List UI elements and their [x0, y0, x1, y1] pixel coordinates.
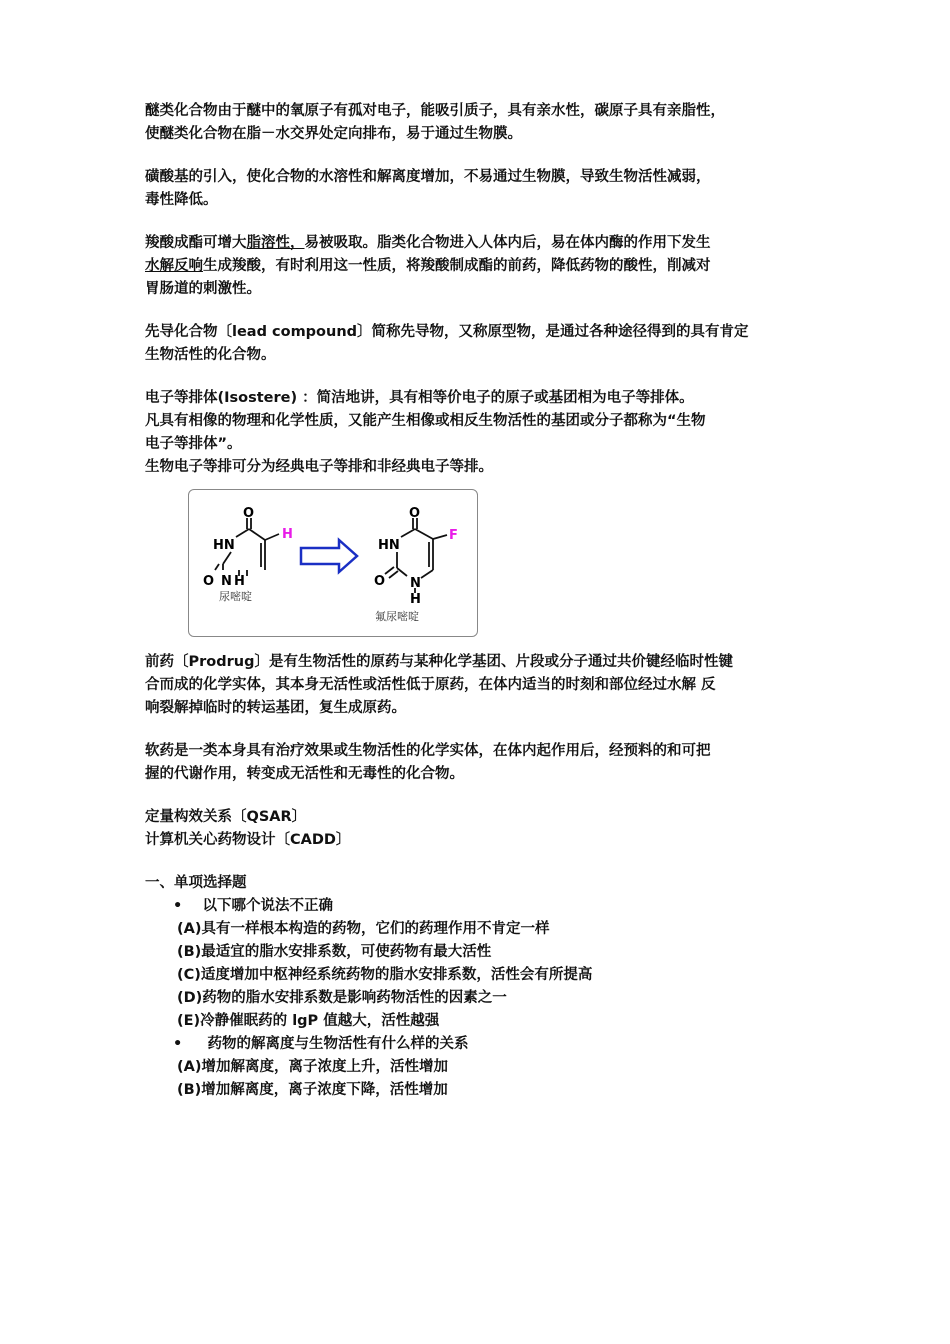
- question-2: • 药物的解离度与生物活性有什么样的关系: [173, 1036, 469, 1052]
- atom-label: HN: [378, 538, 400, 553]
- softdrug-para-line: 软药是一类本身具有治疗效果或生物活性的化学实体，在体内起作用后，经预料的和可把: [145, 743, 711, 759]
- q1-option: (A)具有一样根本构造的药物，它们的药理作用不肯定一样: [177, 921, 550, 937]
- atom-label: HN: [213, 538, 235, 553]
- atom-label: N: [410, 576, 421, 591]
- softdrug-para-line: 握的代谢作用，转变成无活性和无毒性的化合物。: [145, 766, 464, 782]
- q2-option: (A)增加解离度，离子浓度上升，活性增加: [177, 1059, 448, 1075]
- atom-label: H: [234, 574, 245, 589]
- q1-option: (C)适度增加中枢神经系统药物的脂水安排系数，活性会有所提高: [177, 967, 593, 983]
- lead-para-line: 生物活性的化合物。: [145, 347, 276, 363]
- ether-para-line: 使醚类化合物在脂－水交界处定向排布，易于通过生物膜。: [145, 126, 522, 142]
- isostere-para-line: 电子等排体”。: [145, 436, 242, 452]
- atom-label: H: [410, 592, 421, 607]
- bullet-icon: •: [173, 1036, 183, 1052]
- document-page: [145, 100, 810, 1102]
- sulfonic-para-line: 磺酸基的引入，使化合物的水溶性和解离度增加，不易通过生物膜，导致生物活性减弱，: [145, 169, 711, 185]
- hydrogen-atom-highlight: H: [282, 527, 293, 542]
- question-1: • 以下哪个说法不正确: [173, 898, 333, 914]
- isostere-para-line: 电子等排体(Isostere) ：简洁地讲，具有相等价电子的原子或基团相为电子等排体。: [145, 390, 694, 406]
- ether-para-line: 醚类化合物由于醚中的氧原子有孤对电子，能吸引质子，具有亲水性，碳原子具有亲脂性，: [145, 103, 725, 119]
- atom-label: O: [409, 506, 421, 521]
- atom-label: O: [243, 506, 255, 521]
- uracil-label: 尿嘧啶: [219, 590, 252, 603]
- qsar-line: 定量构效关系〔QSAR〕: [145, 809, 307, 825]
- underlined-term: 脂溶性，: [246, 235, 305, 251]
- atom-label: O: [374, 574, 386, 589]
- q2-option: (B)增加解离度，离子浓度下降，活性增加: [177, 1082, 448, 1098]
- atom-label: N: [221, 574, 232, 589]
- structure-diagram: [189, 490, 477, 636]
- q1-option: (E)冷静催眠药的 lgP 值越大，活性越强: [177, 1013, 440, 1029]
- isostere-para-line: 凡具有相像的物理和化学性质，又能产生相像或相反生物活性的基团或分子都称为“生物: [145, 413, 706, 429]
- ester-para-line: 水解反响生成羧酸，有时利用这一性质，将羧酸制成酯的前药，降低药物的酸性，削减对: [145, 258, 711, 274]
- fluorine-atom-highlight: F: [449, 528, 458, 543]
- fluorouracil-label: 氟尿嘧啶: [375, 610, 419, 623]
- q1-option: (D)药物的脂水安排系数是影响药物活性的因素之一: [177, 990, 507, 1006]
- cadd-line: 计算机关心药物设计〔CADD〕: [145, 832, 351, 848]
- uracil-to-fluorouracil-figure: [188, 489, 478, 637]
- atom-label: O: [203, 574, 215, 589]
- q1-option: (B)最适宜的脂水安排系数，可使药物有最大活性: [177, 944, 492, 960]
- bullet-icon: •: [173, 898, 183, 914]
- quiz-section-title: 一、单项选择题: [145, 875, 247, 891]
- ester-para-line: 胃肠道的刺激性。: [145, 281, 261, 297]
- lead-para-line: 先导化合物〔lead compound〕简称先导物，又称原型物，是通过各种途径得到的具有肯定: [145, 324, 749, 340]
- prodrug-para-line: 前药〔Prodrug〕是有生物活性的原药与某种化学基团、片段或分子通过共价键经临时性键: [145, 654, 733, 670]
- isostere-para-line: 生物电子等排可分为经典电子等排和非经典电子等排。: [145, 459, 493, 475]
- underlined-term: 水解反响: [145, 258, 203, 274]
- prodrug-para-line: 响裂解掉临时的转运基团，复生成原药。: [145, 700, 406, 716]
- ester-para-line: 羧酸成酯可增大脂溶性，易被吸取。脂类化合物进入人体内后，易在体内酶的作用下发生: [145, 235, 711, 251]
- sulfonic-para-line: 毒性降低。: [145, 192, 218, 208]
- prodrug-para-line: 合而成的化学实体，其本身无活性或活性低于原药，在体内适当的时刻和部位经过水解 反: [145, 677, 716, 693]
- reaction-arrow-icon: [301, 540, 357, 572]
